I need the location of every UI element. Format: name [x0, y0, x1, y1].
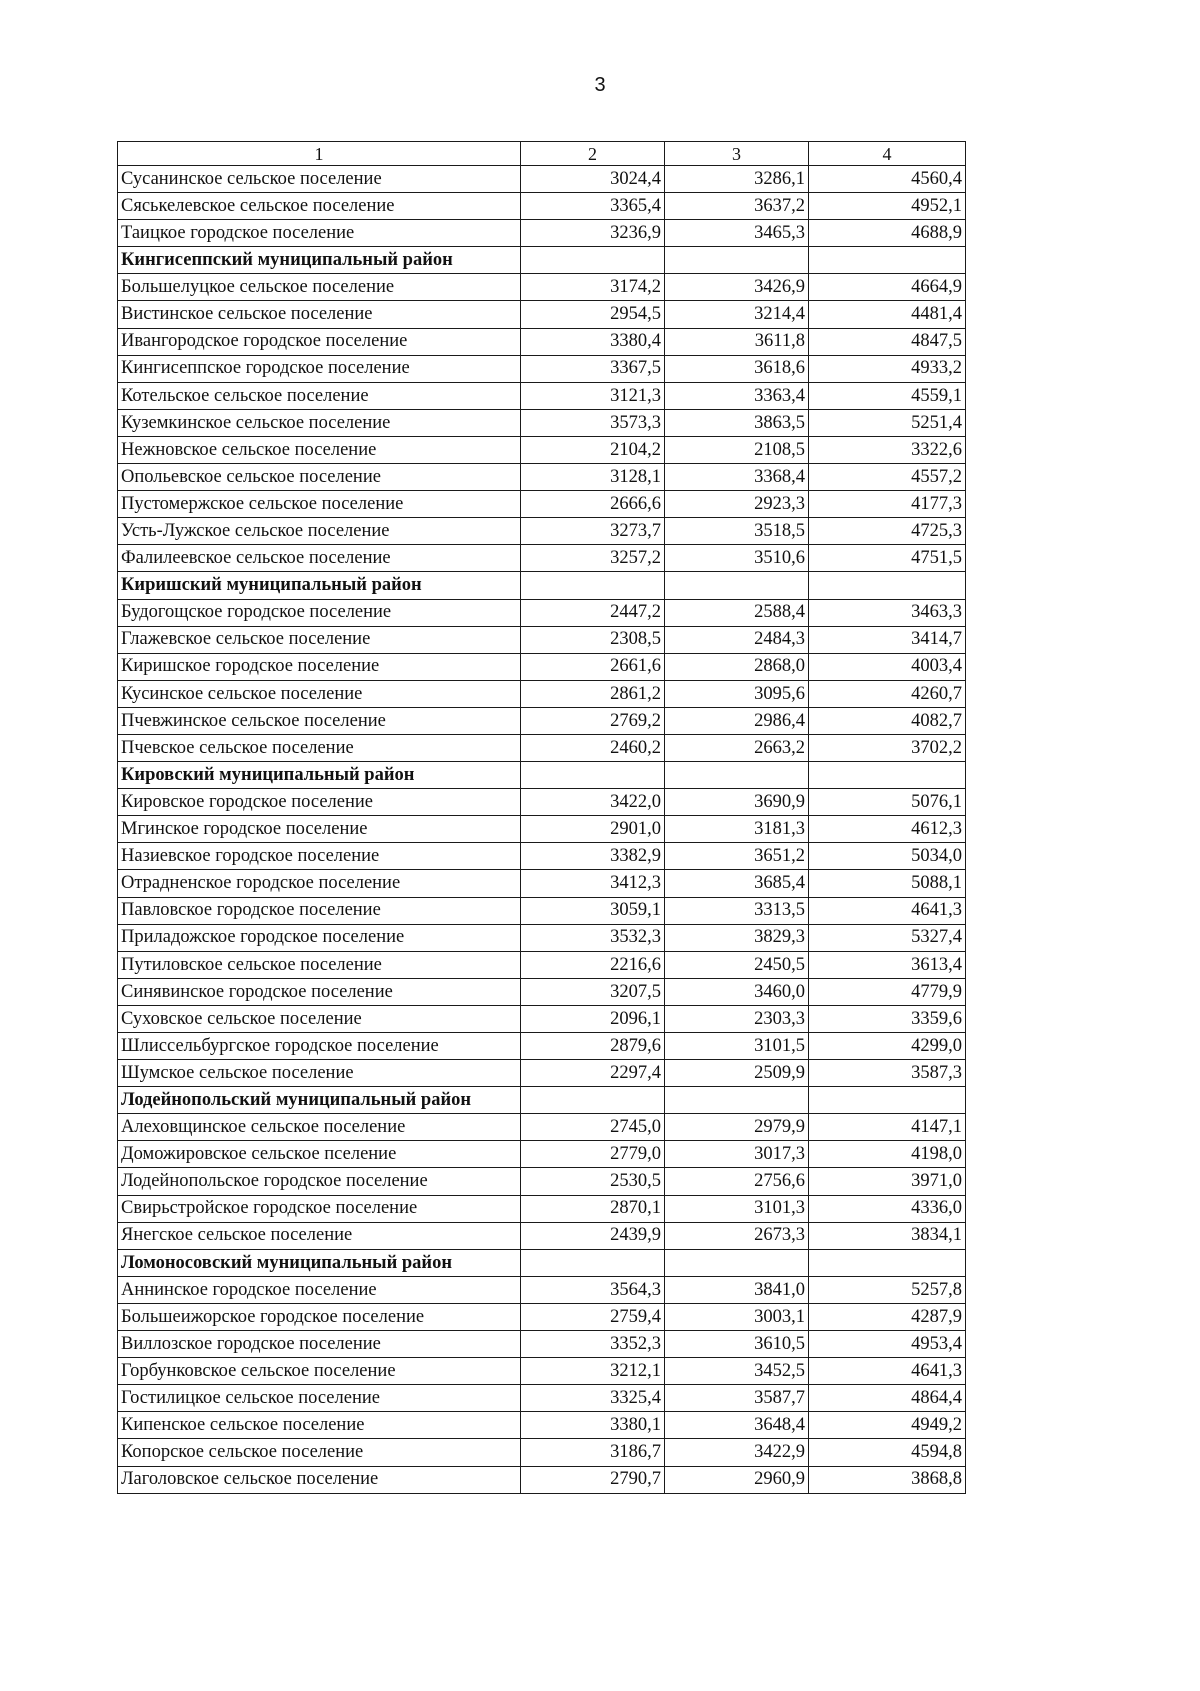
value-cell-col4: 5257,8: [809, 1276, 966, 1303]
settlement-name-cell: Опольевское сельское поселение: [118, 464, 521, 491]
value-cell-col4: 3463,3: [809, 599, 966, 626]
value-cell-col4: 4864,4: [809, 1385, 966, 1412]
table-row: [118, 680, 966, 707]
value-cell-col2: 3382,9: [521, 843, 665, 870]
settlement-name-cell: Куземкинское сельское поселение: [118, 409, 521, 436]
settlement-name-cell: Отрадненское городское поселение: [118, 870, 521, 897]
settlement-name-cell: Алеховщинское сельское поселение: [118, 1114, 521, 1141]
settlement-name-cell: Будогощское городское поселение: [118, 599, 521, 626]
table-row: [118, 653, 966, 680]
table-row: [118, 1412, 966, 1439]
table-row: [118, 464, 966, 491]
value-cell-col4: 4594,8: [809, 1439, 966, 1466]
value-cell-col3: 3422,9: [665, 1439, 809, 1466]
settlement-name-cell: Нежновское сельское поселение: [118, 436, 521, 463]
value-cell-col3: 3510,6: [665, 545, 809, 572]
value-cell-col2: 3174,2: [521, 274, 665, 301]
value-cell-col3: 3651,2: [665, 843, 809, 870]
value-cell-col2: 2297,4: [521, 1060, 665, 1087]
value-cell-col3: 3648,4: [665, 1412, 809, 1439]
value-cell-col4: 4725,3: [809, 518, 966, 545]
value-cell-col3: 3685,4: [665, 870, 809, 897]
value-cell-col4: 3613,4: [809, 951, 966, 978]
data-table: [117, 141, 966, 1494]
column-header-2: 2: [521, 142, 665, 166]
table-row: [118, 1466, 966, 1493]
value-cell-col4: 4641,3: [809, 1358, 966, 1385]
settlement-name-cell: Фалилеевское сельское поселение: [118, 545, 521, 572]
table-row: [118, 1439, 966, 1466]
value-cell-col2: 3380,4: [521, 328, 665, 355]
table-row: [118, 599, 966, 626]
value-cell-col3: [665, 762, 809, 789]
table-row: [118, 166, 966, 193]
table-row: [118, 978, 966, 1005]
value-cell-col2: 3121,3: [521, 382, 665, 409]
settlement-name-cell: Ивангородское городское поселение: [118, 328, 521, 355]
value-cell-col4: 5327,4: [809, 924, 966, 951]
value-cell-col4: 4779,9: [809, 978, 966, 1005]
value-cell-col2: 2447,2: [521, 599, 665, 626]
value-cell-col3: 3286,1: [665, 166, 809, 193]
value-cell-col4: 4933,2: [809, 355, 966, 382]
value-cell-col4: 4481,4: [809, 301, 966, 328]
column-header-3: 3: [665, 142, 809, 166]
value-cell-col2: 2530,5: [521, 1168, 665, 1195]
value-cell-col4: 4847,5: [809, 328, 966, 355]
settlement-name-cell: Пчевжинское сельское поселение: [118, 707, 521, 734]
value-cell-col4: [809, 762, 966, 789]
table-row: [118, 355, 966, 382]
value-cell-col2: 3128,1: [521, 464, 665, 491]
value-cell-col4: [809, 247, 966, 274]
value-cell-col2: 2460,2: [521, 734, 665, 761]
settlement-name-cell: Кипенское сельское поселение: [118, 1412, 521, 1439]
value-cell-col3: 3465,3: [665, 220, 809, 247]
value-cell-col2: 3273,7: [521, 518, 665, 545]
table-body: [118, 166, 966, 1494]
settlement-name-cell: Таицкое городское поселение: [118, 220, 521, 247]
value-cell-col2: 2879,6: [521, 1033, 665, 1060]
value-cell-col2: 3422,0: [521, 789, 665, 816]
value-cell-col4: 3322,6: [809, 436, 966, 463]
table-row: [118, 1195, 966, 1222]
settlement-name-cell: Павловское городское поселение: [118, 897, 521, 924]
section-row: [118, 762, 966, 789]
settlement-name-cell: Глажевское сельское поселение: [118, 626, 521, 653]
value-cell-col4: 5251,4: [809, 409, 966, 436]
settlement-name-cell: Янегское сельское поселение: [118, 1222, 521, 1249]
settlement-name-cell: Свирьстройское городское поселение: [118, 1195, 521, 1222]
value-cell-col2: 3059,1: [521, 897, 665, 924]
value-cell-col4: 4287,9: [809, 1303, 966, 1330]
table-row: [118, 1303, 966, 1330]
value-cell-col4: 4299,0: [809, 1033, 966, 1060]
value-cell-col3: 3017,3: [665, 1141, 809, 1168]
table-row: [118, 924, 966, 951]
value-cell-col4: 4260,7: [809, 680, 966, 707]
table-row: [118, 816, 966, 843]
value-cell-col2: 2308,5: [521, 626, 665, 653]
value-cell-col2: 2870,1: [521, 1195, 665, 1222]
table-row: [118, 436, 966, 463]
section-row: [118, 572, 966, 599]
page-number: 3: [594, 74, 606, 96]
value-cell-col3: 3181,3: [665, 816, 809, 843]
settlement-name-cell: Лодейнопольское городское поселение: [118, 1168, 521, 1195]
value-cell-col3: 3368,4: [665, 464, 809, 491]
settlement-name-cell: Приладожское городское поселение: [118, 924, 521, 951]
district-name-cell: Лодейнопольский муниципальный район: [118, 1087, 521, 1114]
settlement-name-cell: Копорское сельское поселение: [118, 1439, 521, 1466]
value-cell-col2: [521, 247, 665, 274]
value-cell-col4: 4952,1: [809, 193, 966, 220]
value-cell-col4: 4612,3: [809, 816, 966, 843]
table-row: [118, 1114, 966, 1141]
settlement-name-cell: Пчевское сельское поселение: [118, 734, 521, 761]
value-cell-col4: 3702,2: [809, 734, 966, 761]
settlement-name-cell: Большелуцкое сельское поселение: [118, 274, 521, 301]
value-cell-col4: [809, 572, 966, 599]
settlement-name-cell: Кусинское сельское поселение: [118, 680, 521, 707]
value-cell-col4: 4953,4: [809, 1331, 966, 1358]
value-cell-col4: 4177,3: [809, 491, 966, 518]
value-cell-col3: 2986,4: [665, 707, 809, 734]
value-cell-col4: 5034,0: [809, 843, 966, 870]
value-cell-col2: 2779,0: [521, 1141, 665, 1168]
value-cell-col3: 3829,3: [665, 924, 809, 951]
settlement-name-cell: Назиевское городское поселение: [118, 843, 521, 870]
value-cell-col3: 2484,3: [665, 626, 809, 653]
value-cell-col4: 4557,2: [809, 464, 966, 491]
value-cell-col4: 3414,7: [809, 626, 966, 653]
value-cell-col4: 3971,0: [809, 1168, 966, 1195]
value-cell-col4: 4082,7: [809, 707, 966, 734]
value-cell-col2: 2861,2: [521, 680, 665, 707]
table-row: [118, 382, 966, 409]
value-cell-col2: 2666,6: [521, 491, 665, 518]
value-cell-col2: 3573,3: [521, 409, 665, 436]
section-row: [118, 1087, 966, 1114]
value-cell-col2: 2745,0: [521, 1114, 665, 1141]
value-cell-col3: 3690,9: [665, 789, 809, 816]
settlement-name-cell: Гостилицкое сельское поселение: [118, 1385, 521, 1412]
column-header-4: 4: [809, 142, 966, 166]
value-cell-col2: 3024,4: [521, 166, 665, 193]
settlement-name-cell: Киришское городское поселение: [118, 653, 521, 680]
value-cell-col4: 4336,0: [809, 1195, 966, 1222]
value-cell-col2: 2216,6: [521, 951, 665, 978]
settlement-name-cell: Аннинское городское поселение: [118, 1276, 521, 1303]
table-row: [118, 1168, 966, 1195]
value-cell-col2: [521, 572, 665, 599]
settlement-name-cell: Вистинское сельское поселение: [118, 301, 521, 328]
table-row: [118, 220, 966, 247]
table-row: [118, 301, 966, 328]
value-cell-col3: 2509,9: [665, 1060, 809, 1087]
table-row: [118, 1005, 966, 1032]
value-cell-col2: 2661,6: [521, 653, 665, 680]
value-cell-col3: 3841,0: [665, 1276, 809, 1303]
value-cell-col3: 3101,5: [665, 1033, 809, 1060]
value-cell-col2: 3532,3: [521, 924, 665, 951]
value-cell-col3: 3587,7: [665, 1385, 809, 1412]
value-cell-col4: 5076,1: [809, 789, 966, 816]
value-cell-col3: 2923,3: [665, 491, 809, 518]
table-row: [118, 491, 966, 518]
value-cell-col4: 4198,0: [809, 1141, 966, 1168]
table-row: [118, 274, 966, 301]
value-cell-col3: 3214,4: [665, 301, 809, 328]
settlement-name-cell: Суховское сельское поселение: [118, 1005, 521, 1032]
value-cell-col3: 2868,0: [665, 653, 809, 680]
value-cell-col2: 3325,4: [521, 1385, 665, 1412]
table-row: [118, 870, 966, 897]
table-row: [118, 1033, 966, 1060]
settlement-name-cell: Лаголовское сельское поселение: [118, 1466, 521, 1493]
value-cell-col4: 4560,4: [809, 166, 966, 193]
settlement-name-cell: Синявинское городское поселение: [118, 978, 521, 1005]
value-cell-col2: [521, 762, 665, 789]
value-cell-col3: 3611,8: [665, 328, 809, 355]
value-cell-col3: 2756,6: [665, 1168, 809, 1195]
table-row: [118, 545, 966, 572]
settlement-name-cell: Виллозское городское поселение: [118, 1331, 521, 1358]
settlement-name-cell: Большеижорское городское поселение: [118, 1303, 521, 1330]
value-cell-col3: [665, 1249, 809, 1276]
value-cell-col3: 2673,3: [665, 1222, 809, 1249]
value-cell-col4: 4003,4: [809, 653, 966, 680]
value-cell-col3: 3637,2: [665, 193, 809, 220]
table-row: [118, 951, 966, 978]
value-cell-col2: 2759,4: [521, 1303, 665, 1330]
settlement-name-cell: Пустомержское сельское поселение: [118, 491, 521, 518]
table-row: [118, 328, 966, 355]
value-cell-col3: 3518,5: [665, 518, 809, 545]
value-cell-col2: [521, 1087, 665, 1114]
value-cell-col2: 3365,4: [521, 193, 665, 220]
value-cell-col3: 2450,5: [665, 951, 809, 978]
table-row: [118, 843, 966, 870]
value-cell-col2: 3412,3: [521, 870, 665, 897]
value-cell-col3: 2303,3: [665, 1005, 809, 1032]
value-cell-col3: 2588,4: [665, 599, 809, 626]
settlement-name-cell: Котельское сельское поселение: [118, 382, 521, 409]
value-cell-col3: 3618,6: [665, 355, 809, 382]
table-row: [118, 1222, 966, 1249]
value-cell-col2: 3207,5: [521, 978, 665, 1005]
table-row: [118, 707, 966, 734]
value-cell-col2: 3236,9: [521, 220, 665, 247]
value-cell-col2: 2790,7: [521, 1466, 665, 1493]
value-cell-col4: 3359,6: [809, 1005, 966, 1032]
section-row: [118, 247, 966, 274]
column-header-1: 1: [118, 142, 521, 166]
section-row: [118, 1249, 966, 1276]
value-cell-col2: 2769,2: [521, 707, 665, 734]
district-name-cell: Киришский муниципальный район: [118, 572, 521, 599]
settlement-name-cell: Мгинское городское поселение: [118, 816, 521, 843]
value-cell-col2: 2901,0: [521, 816, 665, 843]
value-cell-col3: 3452,5: [665, 1358, 809, 1385]
settlement-name-cell: Усть-Лужское сельское поселение: [118, 518, 521, 545]
settlement-name-cell: Сусанинское сельское поселение: [118, 166, 521, 193]
settlement-name-cell: Путиловское сельское поселение: [118, 951, 521, 978]
value-cell-col4: 3587,3: [809, 1060, 966, 1087]
settlement-name-cell: Шлиссельбургское городское поселение: [118, 1033, 521, 1060]
settlement-name-cell: Шумское сельское поселение: [118, 1060, 521, 1087]
value-cell-col4: 5088,1: [809, 870, 966, 897]
table-row: [118, 193, 966, 220]
value-cell-col4: 3868,8: [809, 1466, 966, 1493]
value-cell-col4: 4147,1: [809, 1114, 966, 1141]
value-cell-col4: 4664,9: [809, 274, 966, 301]
header-row: [118, 142, 966, 166]
settlement-name-cell: Кингисеппское городское поселение: [118, 355, 521, 382]
value-cell-col3: 3460,0: [665, 978, 809, 1005]
table-row: [118, 897, 966, 924]
value-cell-col3: [665, 572, 809, 599]
value-cell-col2: 3564,3: [521, 1276, 665, 1303]
value-cell-col2: 3380,1: [521, 1412, 665, 1439]
value-cell-col4: 4688,9: [809, 220, 966, 247]
table-row: [118, 409, 966, 436]
value-cell-col2: 2439,9: [521, 1222, 665, 1249]
table-row: [118, 1385, 966, 1412]
value-cell-col3: 3363,4: [665, 382, 809, 409]
value-cell-col2: 3367,5: [521, 355, 665, 382]
table-row: [118, 1141, 966, 1168]
settlement-name-cell: Сяськелевское сельское поселение: [118, 193, 521, 220]
value-cell-col3: 2663,2: [665, 734, 809, 761]
value-cell-col2: 3257,2: [521, 545, 665, 572]
value-cell-col3: 2979,9: [665, 1114, 809, 1141]
value-cell-col4: [809, 1087, 966, 1114]
table-row: [118, 734, 966, 761]
table-row: [118, 1276, 966, 1303]
value-cell-col3: [665, 247, 809, 274]
table-row: [118, 1060, 966, 1087]
value-cell-col4: 4559,1: [809, 382, 966, 409]
settlement-name-cell: Доможировское сельское пселение: [118, 1141, 521, 1168]
value-cell-col2: [521, 1249, 665, 1276]
value-cell-col3: 3863,5: [665, 409, 809, 436]
value-cell-col2: 3352,3: [521, 1331, 665, 1358]
table-row: [118, 1331, 966, 1358]
table-row: [118, 1358, 966, 1385]
value-cell-col3: 3003,1: [665, 1303, 809, 1330]
value-cell-col2: 3186,7: [521, 1439, 665, 1466]
district-name-cell: Ломоносовский муниципальный район: [118, 1249, 521, 1276]
value-cell-col4: 4641,3: [809, 897, 966, 924]
value-cell-col4: [809, 1249, 966, 1276]
value-cell-col2: 2954,5: [521, 301, 665, 328]
table-row: [118, 626, 966, 653]
district-name-cell: Кировский муниципальный район: [118, 762, 521, 789]
settlement-name-cell: Кировское городское поселение: [118, 789, 521, 816]
value-cell-col3: 3610,5: [665, 1331, 809, 1358]
value-cell-col4: 3834,1: [809, 1222, 966, 1249]
value-cell-col4: 4949,2: [809, 1412, 966, 1439]
settlement-name-cell: Горбунковское сельское поселение: [118, 1358, 521, 1385]
value-cell-col3: 3426,9: [665, 274, 809, 301]
value-cell-col2: 2096,1: [521, 1005, 665, 1032]
value-cell-col3: 3313,5: [665, 897, 809, 924]
value-cell-col3: 2108,5: [665, 436, 809, 463]
value-cell-col2: 2104,2: [521, 436, 665, 463]
value-cell-col3: 2960,9: [665, 1466, 809, 1493]
table-row: [118, 518, 966, 545]
value-cell-col3: [665, 1087, 809, 1114]
table-row: [118, 789, 966, 816]
value-cell-col2: 3212,1: [521, 1358, 665, 1385]
district-name-cell: Кингисеппский муниципальный район: [118, 247, 521, 274]
value-cell-col4: 4751,5: [809, 545, 966, 572]
value-cell-col3: 3095,6: [665, 680, 809, 707]
value-cell-col3: 3101,3: [665, 1195, 809, 1222]
